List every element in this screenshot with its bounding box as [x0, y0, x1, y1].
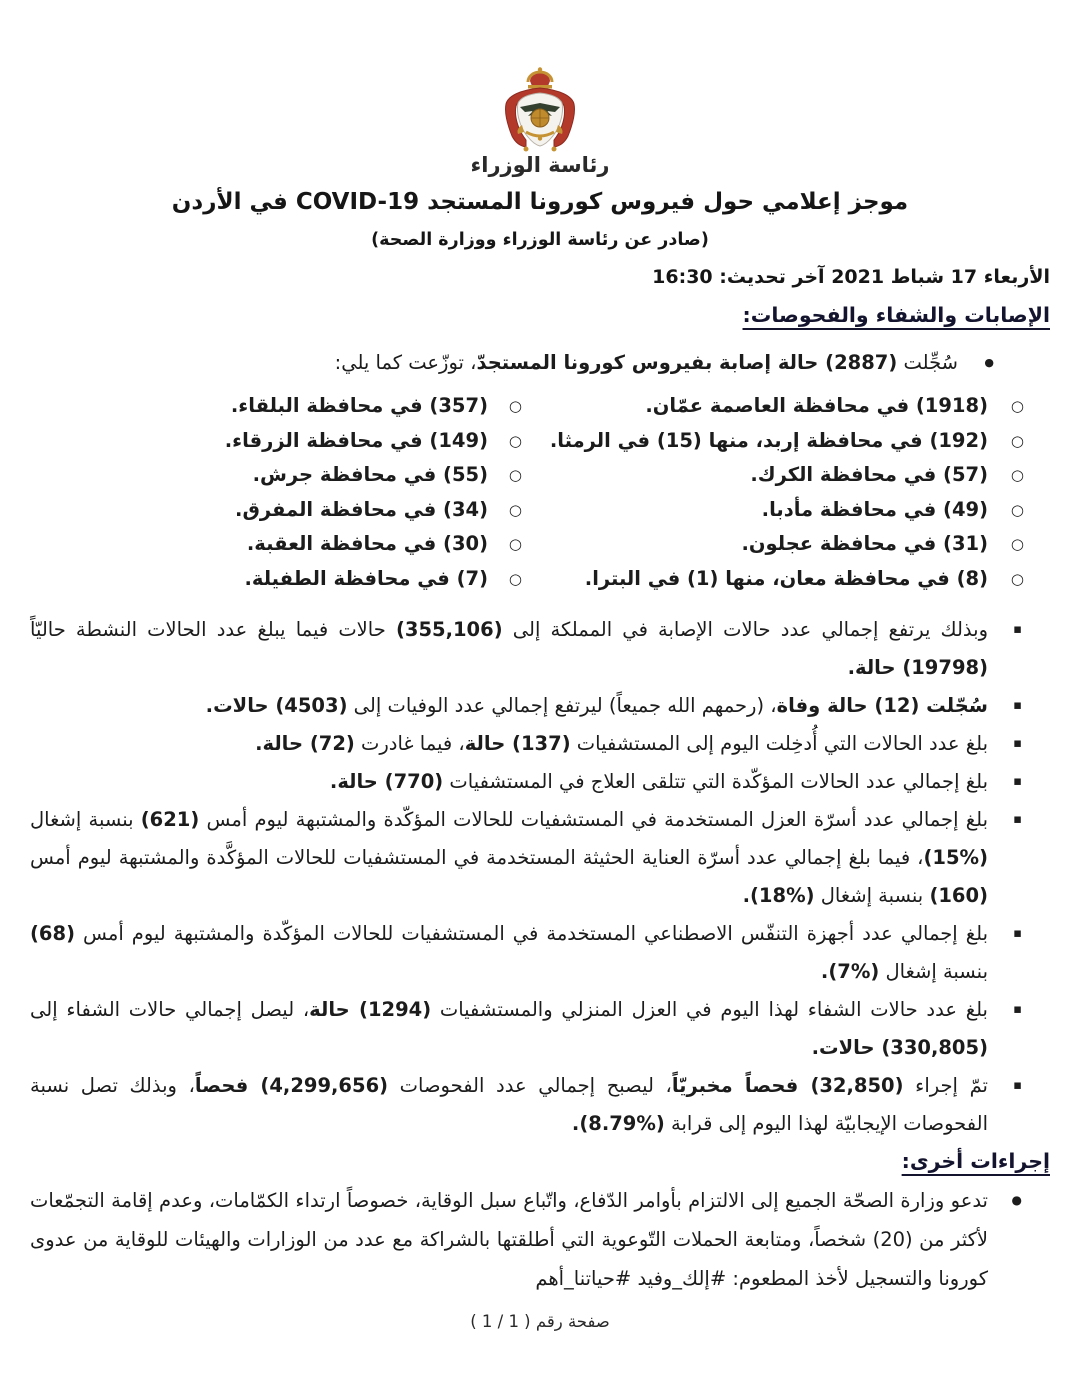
governorate-item-text: (31) في محافظة عجلون.: [741, 532, 988, 555]
statistic-item: [30, 763, 1050, 801]
bullet-dot-icon: ●: [1011, 1193, 1022, 1207]
statistic-item-text: بلغ إجمالي عدد الحالات المؤكّدة التي تتلقى العلاج في المستشفيات (770) حالة.: [329, 770, 988, 793]
statistic-item-text: بلغ عدد حالات الشفاء لهذا اليوم في العزل المنزلي والمستشفيات (1294) حالة، ليصل إجمالي حالات الشفاء إلى (330,805) حالات.: [30, 998, 988, 1059]
governorate-item: [30, 562, 540, 597]
statistic-item: [30, 611, 1050, 687]
square-bullet-icon: ▪: [1013, 774, 1022, 789]
governorate-item-text: (149) في محافظة الزرقاء.: [224, 428, 488, 452]
square-bullet-icon: ▪: [1013, 622, 1022, 637]
governorate-item: [540, 562, 1050, 597]
circle-bullet-icon: ○: [508, 397, 522, 415]
circle-bullet-icon: ○: [1010, 535, 1024, 553]
governorate-item: [540, 458, 1050, 493]
circle-bullet-icon: ○: [508, 535, 522, 553]
action-item-text: تدعو وزارة الصحّة الجميع إلى الالتزام بأوامر الدّفاع، واتّباع سبل الوقاية، خصوصاً ارتداء الكمّامات، وعدم إقامة التجمّعات لأكثر من (20) شخصاً، ومتابعة الحملات التّوعوية التي أطلقتها بالشراكة مع عدد من الوزارات والهيئات للوقاية من عدوى كورونا والتسجيل لأخذ المطعوم: #إلك_وفيد #حياتنا_أهم: [30, 1189, 989, 1290]
square-bullet-icon: ▪: [1013, 926, 1022, 941]
governorate-item-text: (1918) في محافظة العاصمة عمّان.: [645, 394, 988, 417]
governorate-row: [30, 562, 1050, 597]
circle-bullet-icon: ○: [508, 431, 522, 450]
governorate-item: [30, 389, 540, 424]
circle-bullet-icon: ○: [508, 569, 522, 588]
square-bullet-icon: ▪: [1013, 1002, 1022, 1017]
intro-bullet: [30, 348, 1050, 378]
section-heading-cases: الإصابات والشفاء والفحوصات:: [742, 303, 1050, 327]
governorate-item: [30, 527, 540, 562]
governorate-row: [30, 458, 1050, 493]
governorate-item: [540, 527, 1050, 562]
governorate-row: [30, 424, 1050, 459]
governorate-item-text: (57) في محافظة الكرك.: [750, 463, 988, 486]
governorate-row: [30, 389, 1050, 424]
governorate-item-text: (7) في محافظة الطفيلة.: [244, 566, 488, 590]
governorate-item: [540, 424, 1050, 459]
circle-bullet-icon: ○: [1010, 431, 1024, 450]
square-bullet-icon: ▪: [1013, 736, 1022, 751]
jordan-coat-of-arms-icon: [486, 66, 594, 152]
logo-caption: رئاسة الوزراء: [470, 153, 610, 177]
action-item: [30, 1181, 1050, 1298]
governorate-item: [540, 389, 1050, 424]
governorate-row: [30, 493, 1050, 528]
document-subtitle: (صادر عن رئاسة الوزراء ووزارة الصحة): [371, 230, 709, 250]
governorate-list: [30, 389, 1050, 596]
governorate-item-text: (357) في محافظة البلقاء.: [230, 394, 488, 417]
bullet-dot-icon: ●: [984, 356, 994, 369]
governorate-item: [30, 458, 540, 493]
governorate-row: [30, 527, 1050, 562]
circle-bullet-icon: ○: [1010, 397, 1024, 415]
page-footer: صفحة رقم ( 1 / 1 ): [470, 1312, 610, 1331]
statistic-item-text: بلغ عدد الحالات التي أُدخِلت اليوم إلى المستشفيات (137) حالة، فيما غادرت (72) حالة.: [255, 732, 988, 755]
governorate-item-text: (8) في محافظة معان، منها (1) في البترا.: [584, 566, 988, 590]
governorate-item-text: (30) في محافظة العقبة.: [246, 532, 488, 555]
statistic-item-text: وبذلك يرتفع إجمالي عدد حالات الإصابة في المملكة إلى (355,106) حالات فيما يبلغ عدد الحالات النشطة حاليّاً (19798) حالة.: [30, 618, 988, 679]
governorate-item: [30, 493, 540, 528]
statistic-item: [30, 915, 1050, 991]
intro-bullet-text: سُجِّلت (2887) حالة إصابة بفيروس كورونا المستجدّ، توزّعت كما يلي:: [334, 351, 958, 374]
square-bullet-icon: ▪: [1013, 812, 1022, 827]
governorate-item-text: (55) في محافظة جرش.: [252, 463, 488, 486]
governorate-item: [540, 493, 1050, 528]
statistic-item-text: تمّ إجراء (32,850) فحصاً مخبريّاً، ليصبح إجمالي عدد الفحوصات (4,299,656) فحصاً، وبذلك تصل نسبة الفحوصات الإيجابيّة لهذا اليوم إلى قرابة (%8.79).: [30, 1074, 988, 1135]
statistic-item-text: بلغ إجمالي عدد أجهزة التنفّس الاصطناعي المستخدمة في المستشفيات للحالات المؤكّدة والمشتبهة ليوم أمس (68) بنسبة إشغال (%7).: [30, 922, 988, 983]
governorate-item-text: (34) في محافظة المفرق.: [235, 497, 488, 521]
document-header: [30, 66, 1050, 250]
date-line: الأربعاء 17 شباط 2021 آخر تحديث: 16:30: [652, 266, 1050, 288]
square-bullet-icon: ▪: [1013, 1078, 1022, 1093]
statistic-item: [30, 687, 1050, 725]
governorate-item-text: (192) في محافظة إربد، منها (15) في الرمثا.: [549, 428, 988, 452]
governorate-item: [30, 424, 540, 459]
statistic-item-text: سُجّلت (12) حالة وفاة، (رحمهم الله جميعاً) ليرتفع إجمالي عدد الوفيات إلى (4503) حالات.: [205, 694, 988, 717]
circle-bullet-icon: ○: [1010, 569, 1024, 588]
other-actions-list: [30, 1181, 1050, 1298]
circle-bullet-icon: ○: [1010, 466, 1024, 484]
circle-bullet-icon: ○: [1010, 500, 1024, 519]
document-title: موجز إعلامي حول فيروس كورونا المستجد COVID-19 في الأردن: [171, 189, 909, 215]
statistic-item: [30, 725, 1050, 763]
section-heading-other-actions: إجراءات أخرى:: [901, 1149, 1050, 1173]
square-bullet-icon: ▪: [1013, 698, 1022, 713]
governorate-item-text: (49) في محافظة مأدبا.: [761, 497, 988, 521]
statistic-item: [30, 1067, 1050, 1143]
statistic-item: [30, 991, 1050, 1067]
statistic-item: [30, 801, 1050, 915]
circle-bullet-icon: ○: [508, 500, 522, 519]
statistic-item-text: بلغ إجمالي عدد أسرّة العزل المستخدمة في المستشفيات للحالات المؤكّدة والمشتبهة ليوم أمس (621) بنسبة إشغال (%15)، فيما بلغ إجمالي عدد أسرّة العناية الحثيثة المستخدمة في المستشفيات للحالات المؤكَّدة والمشتبهة ليوم أمس (160) بنسبة إشغال (%18).: [30, 808, 988, 907]
circle-bullet-icon: ○: [508, 466, 522, 484]
statistics-list: [30, 611, 1050, 1143]
